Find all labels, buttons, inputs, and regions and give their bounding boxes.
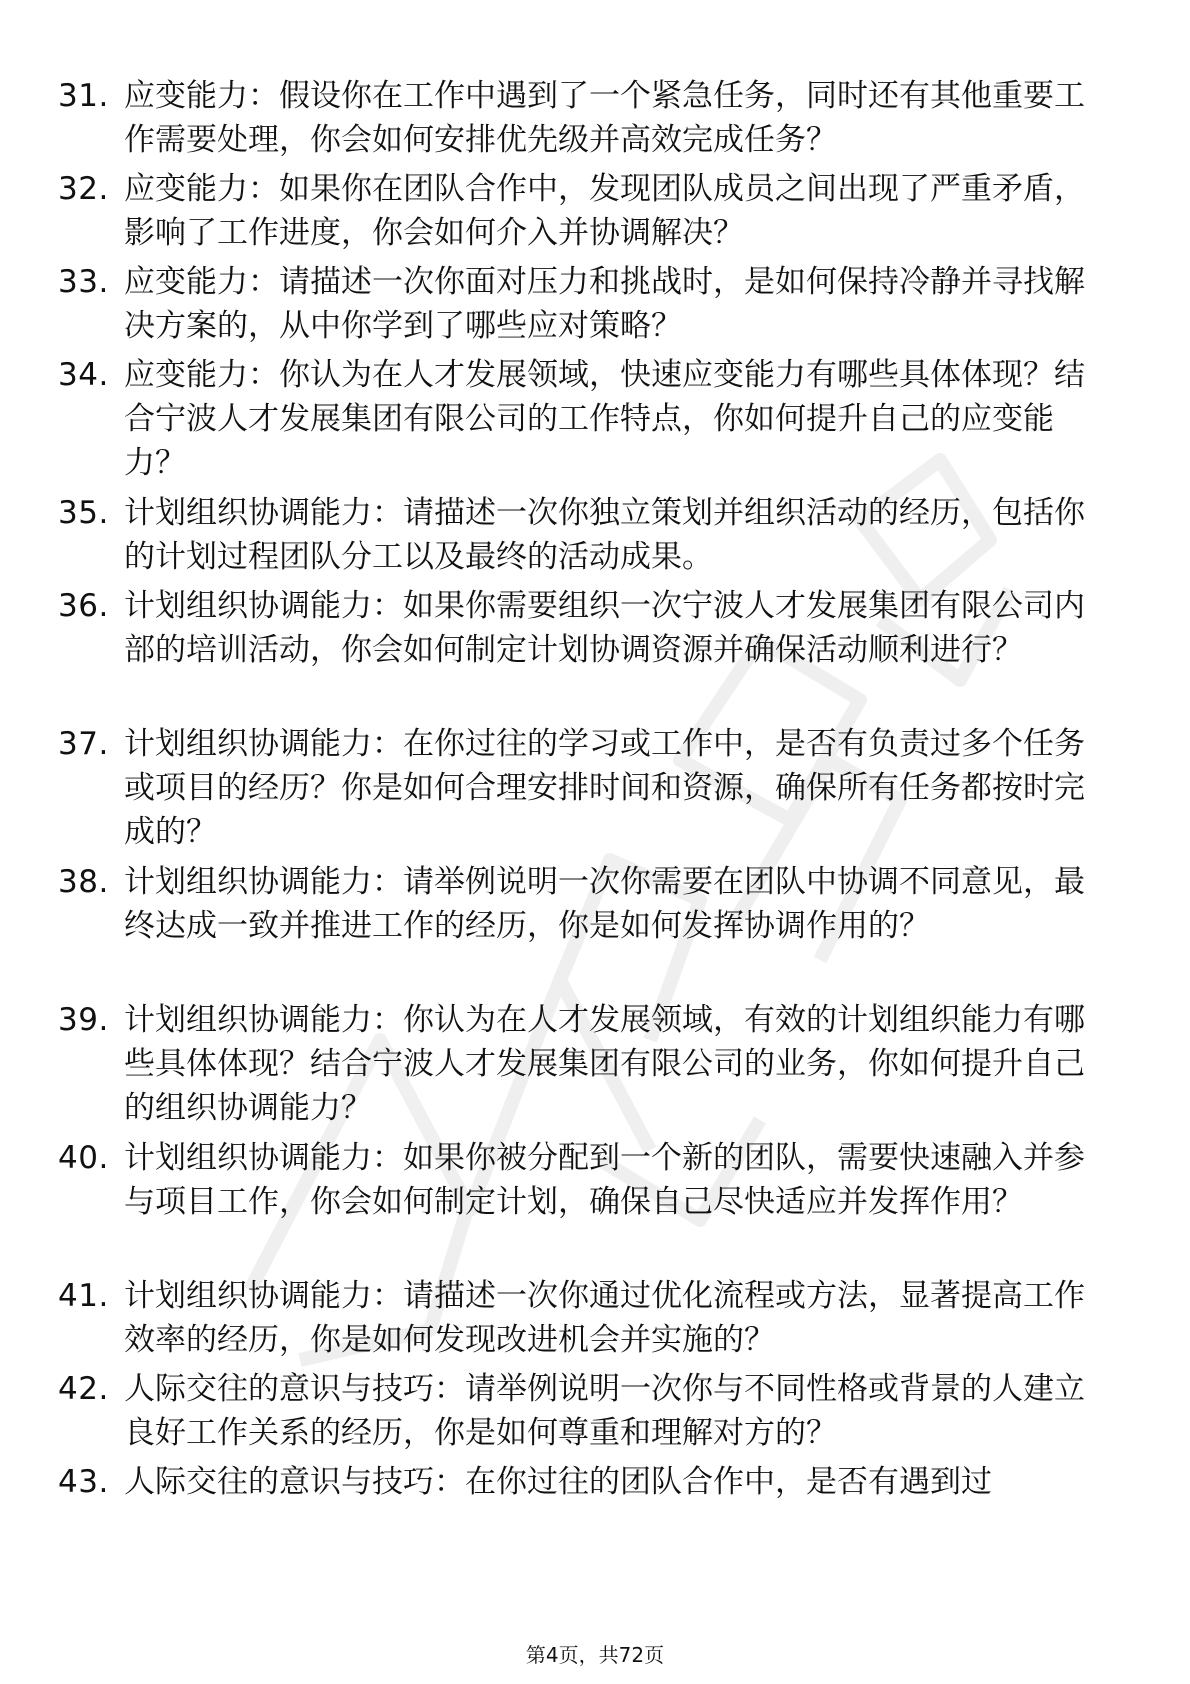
question-number: 43. bbox=[58, 1464, 109, 1500]
question-text: 人际交往的意识与技巧：请举例说明一次你与不同性格或背景的人建立良好工作关系的经历，你是如何尊重和理解对方的？ bbox=[124, 1371, 1085, 1451]
question-text: 计划组织协调能力：请举例说明一次你需要在团队中协调不同意见，最终达成一致并推进工作的经历，你是如何发挥协调作用的？ bbox=[124, 864, 1085, 944]
question-number: 39. bbox=[58, 1002, 109, 1038]
question-number: 37. bbox=[58, 726, 109, 762]
question-text: 计划组织协调能力：请描述一次你通过优化流程或方法，显著提高工作效率的经历，你是如何发现改进机会并实施的？ bbox=[124, 1278, 1085, 1358]
question-text: 应变能力：假设你在工作中遇到了一个紧急任务，同时还有其他重要工作需要处理，你会如何安排优先级并高效完成任务？ bbox=[124, 78, 1085, 158]
question-number: 36. bbox=[58, 588, 109, 624]
question-number: 33. bbox=[58, 264, 109, 300]
question-text: 计划组织协调能力：如果你被分配到一个新的团队，需要快速融入并参与项目工作，你会如何制定计划，确保自己尽快适应并发挥作用？ bbox=[124, 1140, 1085, 1220]
question-number: 35. bbox=[58, 495, 109, 531]
question-text: 计划组织协调能力：如果你需要组织一次宁波人才发展集团有限公司内部的培训活动，你会如何制定计划协调资源并确保活动顺利进行？ bbox=[124, 588, 1085, 668]
question-text: 应变能力：你认为在人才发展领域，快速应变能力有哪些具体体现？结合宁波人才发展集团有限公司的工作特点，你如何提升自己的应变能力？ bbox=[124, 357, 1085, 481]
question-number: 32. bbox=[58, 171, 109, 207]
question-text: 人际交往的意识与技巧：在你过往的团队合作中，是否有遇到过 bbox=[124, 1464, 992, 1500]
question-text: 计划组织协调能力：在你过往的学习或工作中，是否有负责过多个任务或项目的经历？你是如何合理安排时间和资源，确保所有任务都按时完成的？ bbox=[124, 726, 1085, 850]
question-number: 38. bbox=[58, 864, 109, 900]
question-text: 计划组织协调能力：请描述一次你独立策划并组织活动的经历，包括你的计划过程团队分工以及最终的活动成果。 bbox=[124, 495, 1085, 575]
page-number-label: 第4页，共72页 bbox=[525, 1643, 665, 1667]
question-text: 应变能力：如果你在团队合作中，发现团队成员之间出现了严重矛盾，影响了工作进度，你会如何介入并协调解决？ bbox=[124, 171, 1085, 251]
question-text: 计划组织协调能力：你认为在人才发展领域，有效的计划组织能力有哪些具体体现？结合宁波人才发展集团有限公司的业务，你如何提升自己的组织协调能力？ bbox=[124, 1002, 1085, 1126]
question-number: 40. bbox=[58, 1140, 109, 1176]
question-number: 41. bbox=[58, 1278, 109, 1314]
page-footer bbox=[0, 1640, 1190, 1670]
question-text: 应变能力：请描述一次你面对压力和挑战时，是如何保持冷静并寻找解决方案的，从中你学到了哪些应对策略？ bbox=[124, 264, 1085, 344]
question-number: 34. bbox=[58, 357, 109, 393]
question-number: 42. bbox=[58, 1371, 109, 1407]
question-number: 31. bbox=[58, 78, 109, 114]
